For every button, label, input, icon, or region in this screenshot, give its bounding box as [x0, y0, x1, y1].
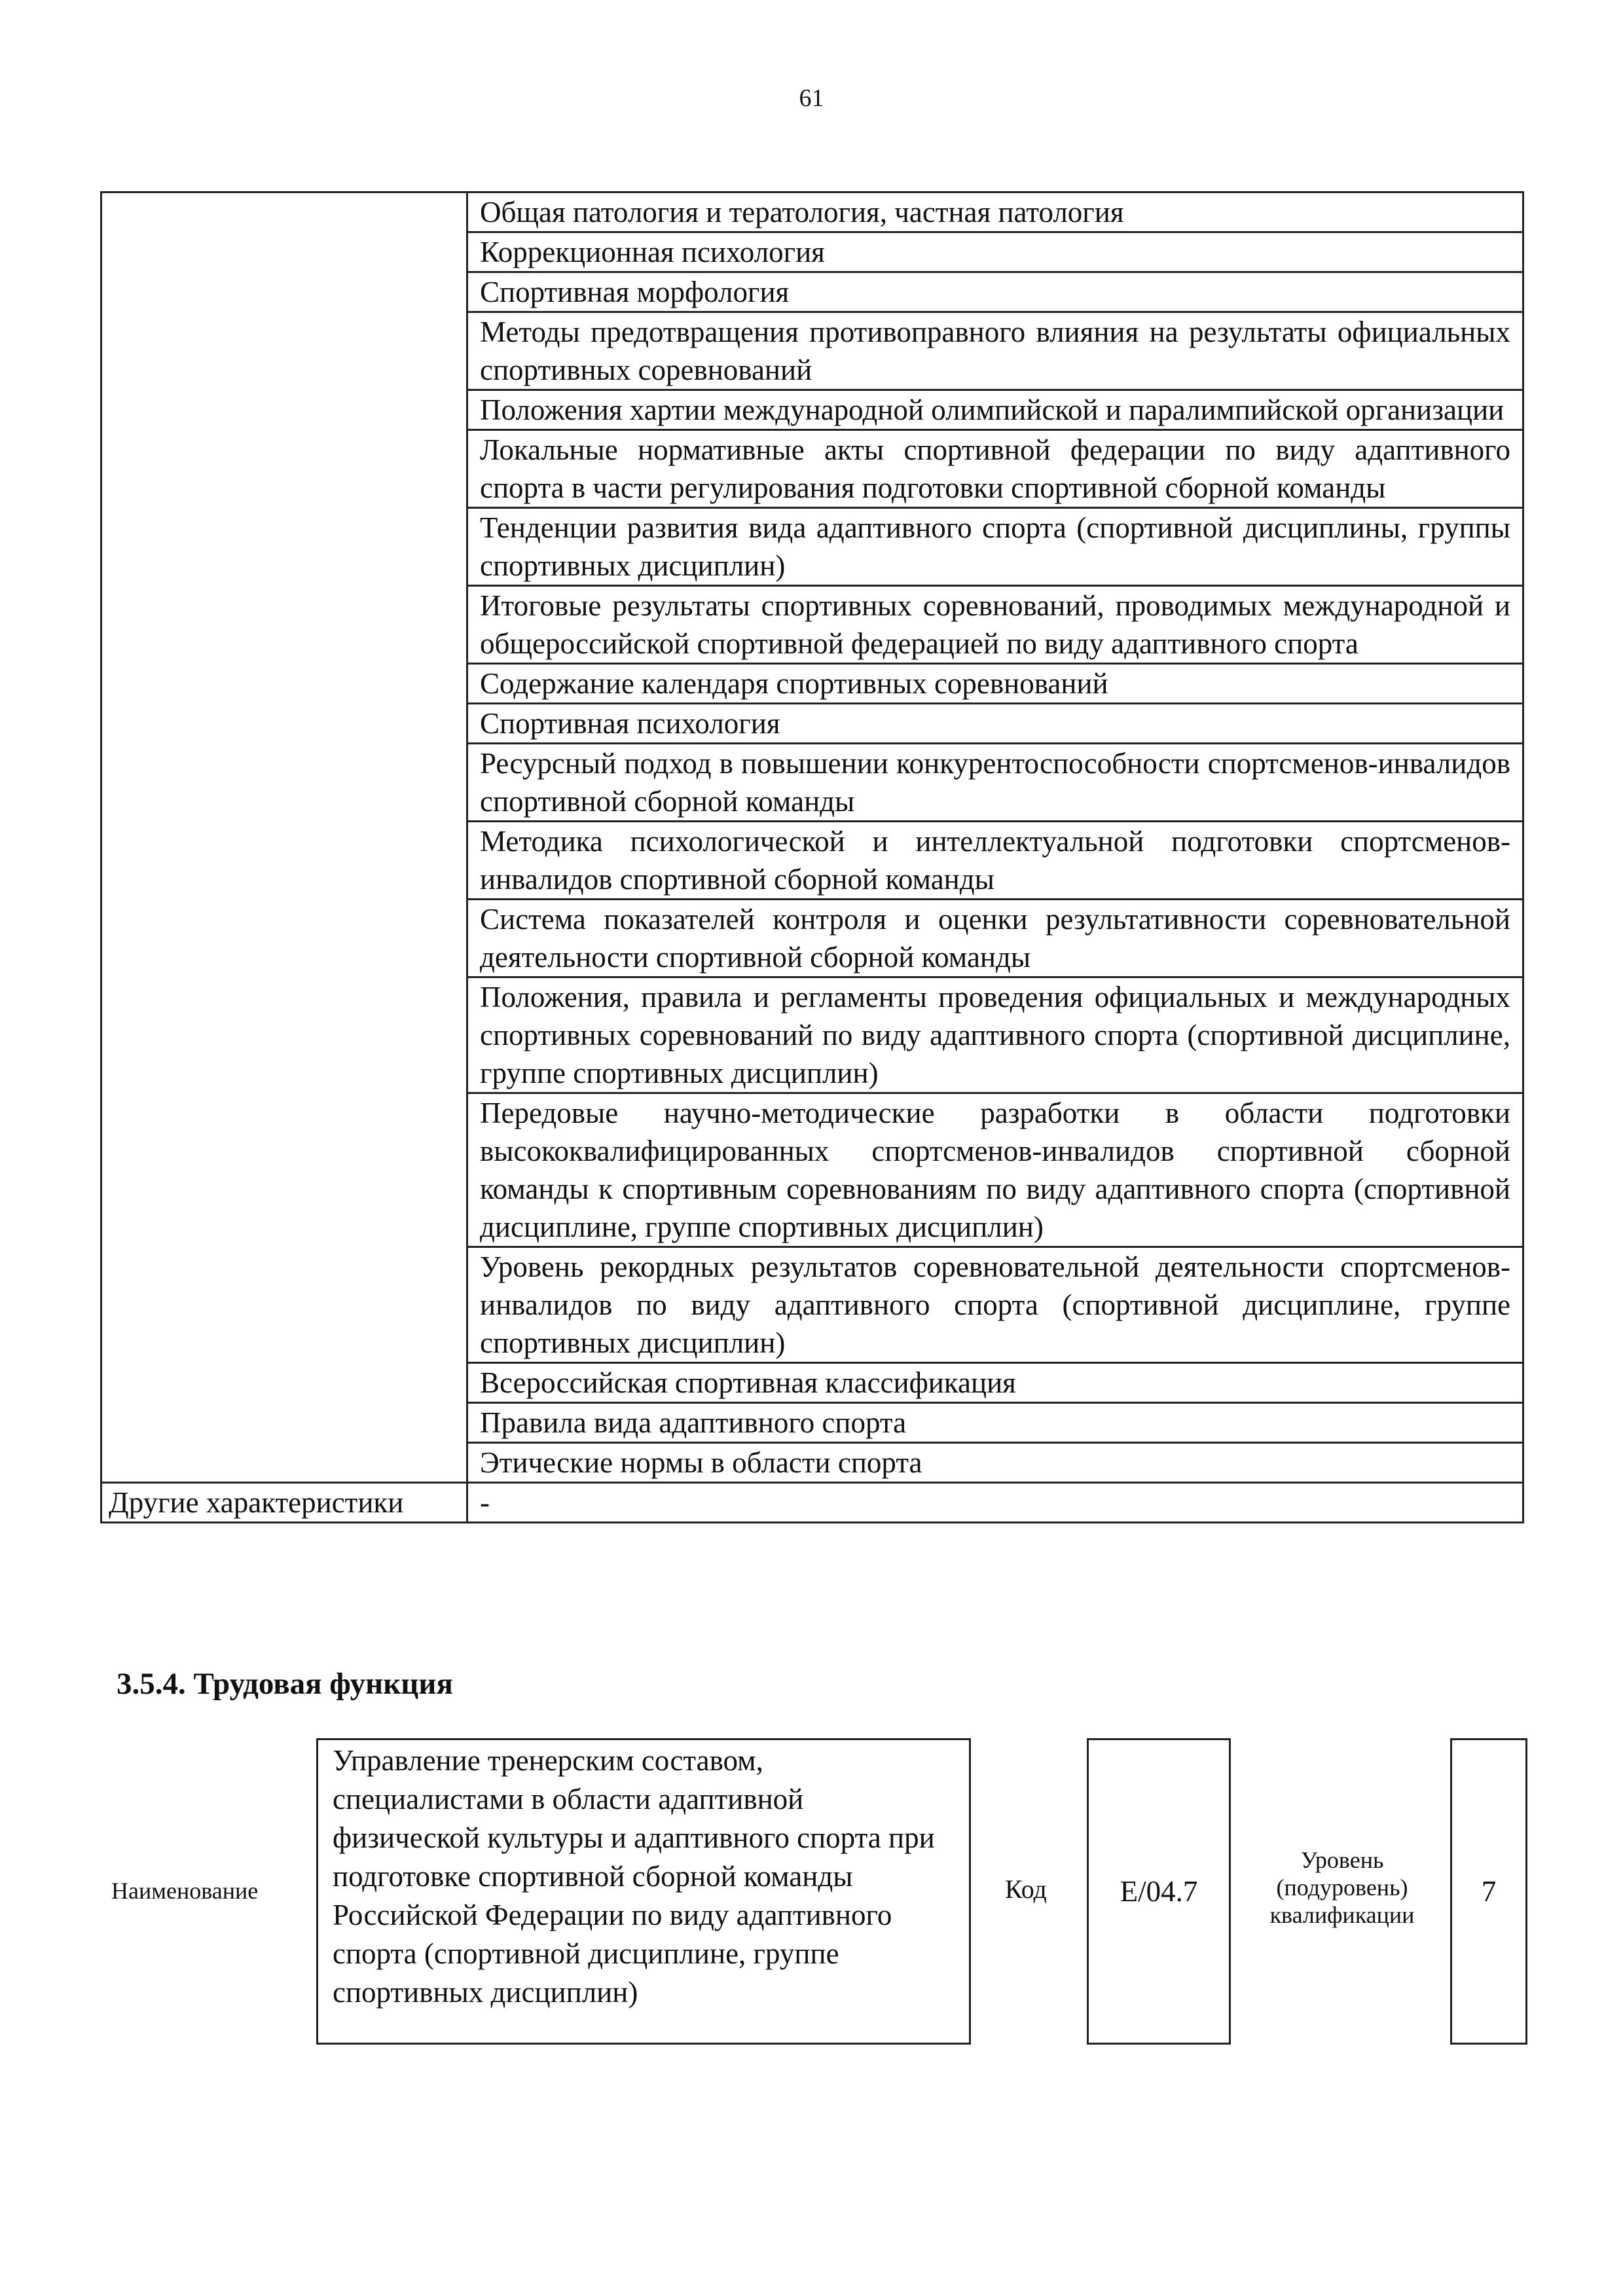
- knowledge-item: Передовые научно-методические разработки в области подготовки высококвалифицированных спортсменов-инвалидов спортивной сборной команды к спортивным соревнованиям по виду адаптивного спорта (спортивной дисциплине, группе спортивных дисциплин): [467, 1093, 1523, 1247]
- knowledge-item: Положения хартии международной олимпийской и паралимпийской организации: [467, 390, 1523, 430]
- knowledge-item: Тенденции развития вида адаптивного спорта (спортивной дисциплины, группы спортивных дисциплин): [467, 508, 1523, 586]
- other-characteristics-label: Другие характеристики: [101, 1483, 467, 1523]
- knowledge-item: Правила вида адаптивного спорта: [467, 1403, 1523, 1443]
- level-label-line: Уровень: [1300, 1847, 1384, 1873]
- knowledge-item: Локальные нормативные акты спортивной федерации по виду адаптивного спорта в части регулирования подготовки спортивной сборной команды: [467, 430, 1523, 508]
- knowledge-item: Методы предотвращения противоправного влияния на результаты официальных спортивных соревнований: [467, 312, 1523, 390]
- category-cell-empty: [101, 192, 467, 1483]
- knowledge-item: Итоговые результаты спортивных соревнований, проводимых международной и общероссийской спортивной федерацией по виду адаптивного спорта: [467, 586, 1523, 664]
- other-characteristics-value: -: [467, 1483, 1523, 1523]
- knowledge-item: Общая патология и тератология, частная патология: [467, 192, 1523, 232]
- knowledge-item: Коррекционная психология: [467, 232, 1523, 272]
- knowledge-item: Положения, правила и регламенты проведения официальных и международных спортивных соревнований по виду адаптивного спорта (спортивной дисциплине, группе спортивных дисциплин): [467, 977, 1523, 1093]
- table-row: [101, 192, 1523, 232]
- section-heading: 3.5.4. Трудовая функция: [117, 1667, 453, 1701]
- knowledge-table: [100, 191, 1524, 1523]
- knowledge-item: Система показателей контроля и оценки результативности соревновательной деятельности спортивной сборной команды: [467, 900, 1523, 977]
- knowledge-item: Спортивная морфология: [467, 272, 1523, 312]
- knowledge-item: Всероссийская спортивная классификация: [467, 1363, 1523, 1403]
- code-value: E/04.7: [1120, 1875, 1198, 1908]
- knowledge-item: Методика психологической и интеллектуальной подготовки спортсменов-инвалидов спортивной сборной команды: [467, 822, 1523, 900]
- level-label-line: (подуровень): [1276, 1874, 1408, 1901]
- code-label: Код: [1005, 1874, 1047, 1904]
- knowledge-item: Содержание календаря спортивных соревнований: [467, 664, 1523, 704]
- page-number: 61: [799, 84, 824, 112]
- function-name-box: Управление тренерским составом, специалистами в области адаптивной физической культуры и адаптивного спорта при подготовке спортивной сборной команды Российской Федерации по виду адаптивного спорта (спортивной дисциплине, группе спортивных дисциплин): [316, 1738, 971, 2045]
- level-value: 7: [1481, 1875, 1497, 1908]
- knowledge-item: Спортивная психология: [467, 704, 1523, 744]
- level-label: [1244, 1846, 1440, 1929]
- code-box: [1087, 1738, 1231, 2045]
- level-label-line: квалификации: [1269, 1902, 1415, 1928]
- table-row-other: [101, 1483, 1523, 1523]
- knowledge-item: Ресурсный подход в повышении конкурентоспособности спортсменов-инвалидов спортивной сборной команды: [467, 744, 1523, 822]
- labor-function-block: [0, 1738, 1623, 2066]
- level-box: [1450, 1738, 1527, 2045]
- knowledge-item: Уровень рекордных результатов соревновательной деятельности спортсменов-инвалидов по виду адаптивного спорта (спортивной дисциплине, группе спортивных дисциплин): [467, 1247, 1523, 1363]
- name-label: Наименование: [111, 1878, 259, 1904]
- knowledge-item: Этические нормы в области спорта: [467, 1443, 1523, 1483]
